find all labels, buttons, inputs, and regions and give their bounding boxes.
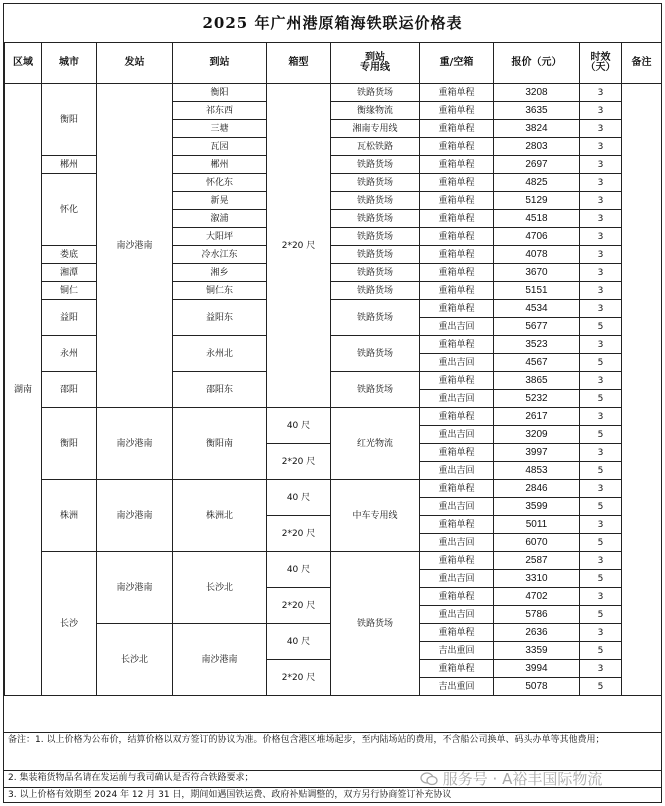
load-cell: 重箱单程: [420, 282, 494, 300]
destination-cell: 三塘: [173, 120, 267, 138]
price-cell: 3599: [494, 498, 580, 516]
city-cell: 衡阳: [42, 408, 97, 480]
page-title: 2025 年广州港原箱海铁联运价格表: [4, 4, 661, 43]
origin-cell: 南沙港南: [97, 480, 173, 552]
header-region: 区域: [5, 43, 42, 84]
load-cell: 重箱单程: [420, 84, 494, 102]
destination-cell: 新晃: [173, 192, 267, 210]
destination-cell: 郴州: [173, 156, 267, 174]
price-document: [3, 3, 662, 803]
load-cell: 重箱单程: [420, 228, 494, 246]
price-cell: 4706: [494, 228, 580, 246]
days-cell: 5: [580, 642, 622, 660]
days-cell: 3: [580, 156, 622, 174]
note-3: 3. 以上价格有效期至 2024 年 12 月 31 日，期间如遇国铁运费、政府补贴调整的，双方另行协商签订补充协议: [4, 787, 661, 802]
header-city: 城市: [42, 43, 97, 84]
load-cell: 重箱单程: [420, 336, 494, 354]
line-cell: 铁路货场: [331, 372, 420, 408]
load-cell: 重箱单程: [420, 300, 494, 318]
wechat-icon: [420, 772, 438, 786]
city-cell: 衡阳: [42, 84, 97, 156]
days-cell: 5: [580, 354, 622, 372]
destination-cell: 湘乡: [173, 264, 267, 282]
days-cell: 3: [580, 516, 622, 534]
load-cell: 重箱单程: [420, 120, 494, 138]
note-1: 备注：1. 以上价格为公布价，结算价格以双方签订的协议为准。价格包含港区堆场起步，至内陆场站的费用，不含船公司换单、码头办单等其他费用；: [4, 732, 661, 770]
price-cell: 5151: [494, 282, 580, 300]
container-cell: 2*20 尺: [267, 516, 331, 552]
load-cell: 重箱单程: [420, 246, 494, 264]
container-cell: 2*20 尺: [267, 84, 331, 408]
days-cell: 3: [580, 210, 622, 228]
load-cell: 吉出重回: [420, 642, 494, 660]
destination-cell: 益阳东: [173, 300, 267, 336]
days-cell: 5: [580, 426, 622, 444]
line-cell: 铁路货场: [331, 300, 420, 336]
days-cell: 5: [580, 390, 622, 408]
container-cell: 2*20 尺: [267, 444, 331, 480]
price-cell: 4078: [494, 246, 580, 264]
city-cell: 怀化: [42, 174, 97, 246]
load-cell: 重箱单程: [420, 264, 494, 282]
days-cell: 3: [580, 120, 622, 138]
days-cell: 3: [580, 300, 622, 318]
days-cell: 5: [580, 606, 622, 624]
line-cell: 铁路货场: [331, 282, 420, 300]
destination-cell: 瓦园: [173, 138, 267, 156]
destination-cell: 大阳坪: [173, 228, 267, 246]
city-cell: 铜仁: [42, 282, 97, 300]
days-cell: 3: [580, 336, 622, 354]
origin-cell: 南沙港南: [97, 408, 173, 480]
days-cell: 5: [580, 318, 622, 336]
line-cell: 铁路货场: [331, 228, 420, 246]
price-cell: 3310: [494, 570, 580, 588]
price-cell: 4567: [494, 354, 580, 372]
load-cell: 重出吉回: [420, 606, 494, 624]
days-cell: 3: [580, 246, 622, 264]
load-cell: 重出吉回: [420, 354, 494, 372]
line-cell: 铁路货场: [331, 336, 420, 372]
load-cell: 重箱单程: [420, 480, 494, 498]
load-cell: 重箱单程: [420, 624, 494, 642]
load-cell: 重箱单程: [420, 516, 494, 534]
price-cell: 3994: [494, 660, 580, 678]
days-cell: 3: [580, 660, 622, 678]
city-cell: 长沙: [42, 552, 97, 696]
price-cell: 3865: [494, 372, 580, 390]
days-cell: 3: [580, 372, 622, 390]
header-container: 箱型: [267, 43, 331, 84]
watermark: [420, 768, 602, 789]
load-cell: 重出吉回: [420, 462, 494, 480]
line-cell: 铁路货场: [331, 192, 420, 210]
line-cell: 中车专用线: [331, 480, 420, 552]
days-cell: 5: [580, 570, 622, 588]
price-cell: 2697: [494, 156, 580, 174]
note-2: 2. 集装箱货物品名请在发运前与我司确认是否符合铁路要求；: [4, 770, 661, 787]
price-cell: 2636: [494, 624, 580, 642]
table-row: [5, 408, 662, 426]
destination-cell: 祁东西: [173, 102, 267, 120]
price-cell: 3670: [494, 264, 580, 282]
price-cell: 2803: [494, 138, 580, 156]
load-cell: 重箱单程: [420, 588, 494, 606]
load-cell: 吉出重回: [420, 678, 494, 696]
days-cell: 3: [580, 174, 622, 192]
destination-cell: 永州北: [173, 336, 267, 372]
container-cell: 40 尺: [267, 624, 331, 660]
days-cell: 3: [580, 138, 622, 156]
line-cell: 铁路货场: [331, 264, 420, 282]
line-cell: 铁路货场: [331, 84, 420, 102]
load-cell: 重出吉回: [420, 318, 494, 336]
load-cell: 重出吉回: [420, 534, 494, 552]
destination-cell: 冷水江东: [173, 246, 267, 264]
load-cell: 重箱单程: [420, 138, 494, 156]
line-cell: 瓦松铁路: [331, 138, 420, 156]
price-cell: 3523: [494, 336, 580, 354]
load-cell: 重箱单程: [420, 102, 494, 120]
table-row: [5, 552, 662, 570]
load-cell: 重箱单程: [420, 408, 494, 426]
header-price: 报价（元）: [494, 43, 580, 84]
load-cell: 重箱单程: [420, 372, 494, 390]
price-cell: 3209: [494, 426, 580, 444]
origin-cell: 南沙港南: [97, 552, 173, 624]
region-cell: 湖南: [5, 84, 42, 696]
price-cell: 2846: [494, 480, 580, 498]
line-cell: 湘南专用线: [331, 120, 420, 138]
container-cell: 40 尺: [267, 408, 331, 444]
load-cell: 重出吉回: [420, 498, 494, 516]
days-cell: 3: [580, 408, 622, 426]
destination-cell: 南沙港南: [173, 624, 267, 696]
load-cell: 重出吉回: [420, 426, 494, 444]
days-cell: 3: [580, 282, 622, 300]
container-cell: 2*20 尺: [267, 660, 331, 696]
days-cell: 3: [580, 192, 622, 210]
destination-cell: 株洲北: [173, 480, 267, 552]
days-cell: 3: [580, 624, 622, 642]
price-cell: 4702: [494, 588, 580, 606]
price-cell: 2617: [494, 408, 580, 426]
city-cell: 益阳: [42, 300, 97, 336]
container-cell: 40 尺: [267, 552, 331, 588]
destination-cell: 衡阳: [173, 84, 267, 102]
days-cell: 3: [580, 444, 622, 462]
destination-cell: 邵阳东: [173, 372, 267, 408]
container-cell: 40 尺: [267, 480, 331, 516]
line-cell: 铁路货场: [331, 174, 420, 192]
price-cell: 5677: [494, 318, 580, 336]
price-cell: 5129: [494, 192, 580, 210]
load-cell: 重出吉回: [420, 390, 494, 408]
city-cell: 郴州: [42, 156, 97, 174]
destination-cell: 溆浦: [173, 210, 267, 228]
table-row: [5, 480, 662, 498]
days-cell: 3: [580, 228, 622, 246]
line-cell: 红光物流: [331, 408, 420, 480]
header-remark: 备注: [622, 43, 662, 84]
load-cell: 重箱单程: [420, 192, 494, 210]
destination-cell: 长沙北: [173, 552, 267, 624]
price-cell: 6070: [494, 534, 580, 552]
line-cell: 铁路货场: [331, 246, 420, 264]
destination-cell: 衡阳南: [173, 408, 267, 480]
days-cell: 5: [580, 462, 622, 480]
price-cell: 4534: [494, 300, 580, 318]
load-cell: 重箱单程: [420, 210, 494, 228]
days-cell: 3: [580, 480, 622, 498]
price-cell: 3208: [494, 84, 580, 102]
price-cell: 3359: [494, 642, 580, 660]
line-cell: 铁路货场: [331, 156, 420, 174]
table-row: [5, 84, 662, 102]
load-cell: 重箱单程: [420, 444, 494, 462]
days-cell: 5: [580, 678, 622, 696]
days-cell: 5: [580, 534, 622, 552]
price-cell: 3997: [494, 444, 580, 462]
header-row: [5, 43, 662, 84]
header-origin: 发站: [97, 43, 173, 84]
days-cell: 3: [580, 264, 622, 282]
header-destination: 到站: [173, 43, 267, 84]
price-cell: 2587: [494, 552, 580, 570]
days-cell: 5: [580, 498, 622, 516]
city-cell: 永州: [42, 336, 97, 372]
origin-cell: 长沙北: [97, 624, 173, 696]
price-cell: 3635: [494, 102, 580, 120]
line-cell: 铁路货场: [331, 210, 420, 228]
days-cell: 3: [580, 588, 622, 606]
remark-cell: [622, 84, 662, 696]
load-cell: 重箱单程: [420, 156, 494, 174]
price-cell: 5786: [494, 606, 580, 624]
days-cell: 3: [580, 84, 622, 102]
price-cell: 4518: [494, 210, 580, 228]
price-cell: 3824: [494, 120, 580, 138]
days-cell: 3: [580, 102, 622, 120]
load-cell: 重出吉回: [420, 570, 494, 588]
container-cell: 2*20 尺: [267, 588, 331, 624]
line-cell: 衡缘物流: [331, 102, 420, 120]
origin-cell: 南沙港南: [97, 84, 173, 408]
city-cell: 娄底: [42, 246, 97, 264]
price-cell: 4853: [494, 462, 580, 480]
watermark-text: 服务号 · A裕丰国际物流: [442, 770, 603, 788]
price-table: [4, 42, 662, 696]
load-cell: 重箱单程: [420, 552, 494, 570]
days-cell: 3: [580, 552, 622, 570]
header-load: 重/空箱: [420, 43, 494, 84]
price-cell: 5011: [494, 516, 580, 534]
destination-cell: 怀化东: [173, 174, 267, 192]
price-cell: 4825: [494, 174, 580, 192]
city-cell: 邵阳: [42, 372, 97, 408]
load-cell: 重箱单程: [420, 174, 494, 192]
header-line: 到站 专用线: [331, 43, 420, 84]
load-cell: 重箱单程: [420, 660, 494, 678]
price-cell: 5232: [494, 390, 580, 408]
header-transit: 时效 （天）: [580, 43, 622, 84]
price-cell: 5078: [494, 678, 580, 696]
destination-cell: 铜仁东: [173, 282, 267, 300]
city-cell: 株洲: [42, 480, 97, 552]
city-cell: 湘潭: [42, 264, 97, 282]
line-cell: 铁路货场: [331, 552, 420, 696]
